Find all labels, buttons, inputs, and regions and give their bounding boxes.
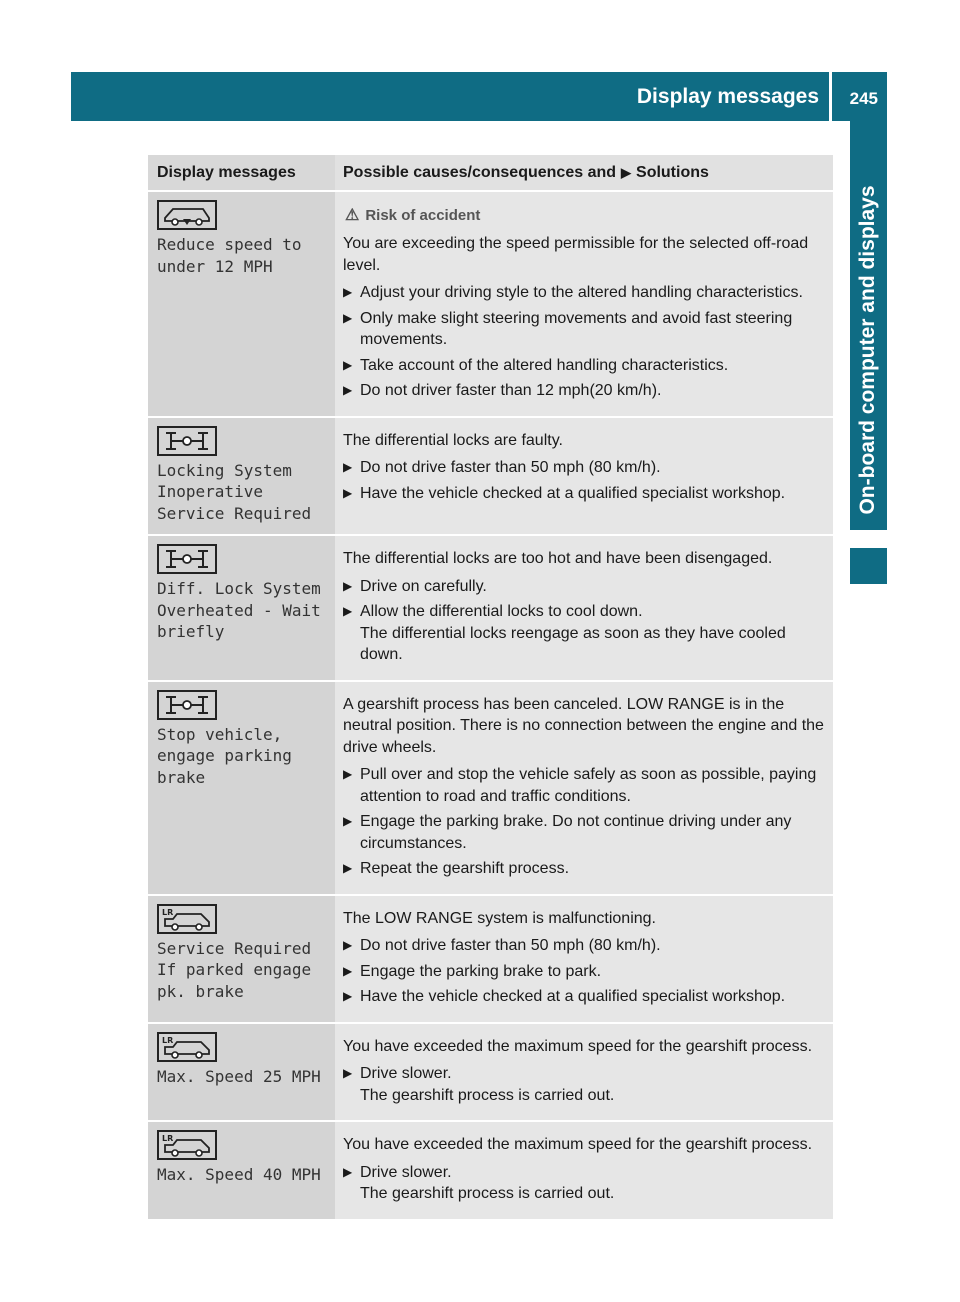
arrow-right-icon: ▶ <box>621 165 632 180</box>
display-message-text: Max. Speed 25 MPH <box>157 1066 321 1086</box>
step-arrow-icon: ▶ <box>343 963 353 978</box>
cause-text: The LOW RANGE system is malfunctioning. <box>343 909 656 927</box>
display-message-cell <box>148 192 335 416</box>
step-arrow-icon: ▶ <box>343 604 353 618</box>
display-message-text: Stop vehicle, engage parking brake <box>157 724 292 787</box>
solution-step <box>343 1063 827 1106</box>
low-range-icon <box>157 904 217 934</box>
cause-text: The differential locks are too hot and have been disengaged. <box>343 550 773 567</box>
step-arrow-icon: ▶ <box>343 383 353 397</box>
solution-step <box>343 576 827 598</box>
solution-step-text: Drive slower. <box>360 1065 452 1082</box>
display-message-cell <box>148 682 335 894</box>
solution-step-text: Drive slower. <box>360 1163 452 1181</box>
differential-lock-icon <box>157 544 217 574</box>
step-arrow-icon: ▶ <box>343 485 353 500</box>
display-message-text: Max. Speed 40 MPH <box>157 1165 321 1184</box>
cause-text: A gearshift process has been canceled. LOW RANGE is in the neutral position. There is no connection between the engine and the drive wheels. <box>343 695 824 756</box>
header-divider <box>829 72 832 121</box>
causes-solutions-cell <box>335 896 833 1022</box>
solution-step-text: Have the vehicle checked at a qualified specialist workshop. <box>360 484 786 502</box>
page-number: 245 <box>849 89 878 108</box>
solution-step <box>343 380 827 402</box>
cause-text: You have exceeded the maximum speed for the gearshift process. <box>343 1037 813 1055</box>
header-bar <box>71 72 887 121</box>
differential-lock-icon <box>157 426 217 456</box>
table-row <box>148 682 833 896</box>
solution-step-text: Repeat the gearshift process. <box>360 860 570 877</box>
step-arrow-icon: ▶ <box>343 989 353 1003</box>
solution-step-text: Only make slight steering movements and avoid fast steering movements. <box>360 309 793 348</box>
side-marker <box>850 548 887 584</box>
solution-step-text: Pull over and stop the vehicle safely as soon as possible, paying attention to road and traffic conditions. <box>360 766 817 805</box>
solution-step-text: Engage the parking brake to park. <box>360 962 602 980</box>
solution-step-result: The gearshift process is carried out. <box>360 1185 615 1202</box>
display-message-cell <box>148 536 335 680</box>
solution-step-text: Engage the parking brake. Do not continue driving under any circumstances. <box>360 813 792 852</box>
display-message-cell <box>148 896 335 1022</box>
solution-step-text: Have the vehicle checked at a qualified specialist workshop. <box>360 988 786 1005</box>
step-arrow-icon: ▶ <box>343 938 353 952</box>
low-range-icon <box>157 1032 217 1062</box>
low-range-icon <box>157 1130 217 1160</box>
column-header-messages: Display messages <box>148 155 335 190</box>
column-header-causes-label: Possible causes/consequences and <box>343 164 617 181</box>
warning-triangle-icon: ⚠ <box>345 207 360 224</box>
table-row <box>148 192 833 418</box>
table-header-row <box>148 155 833 192</box>
display-message-text: Service Required If parked engage pk. brake <box>157 938 312 1001</box>
table-row <box>148 1122 833 1221</box>
display-message-cell <box>148 1024 335 1121</box>
column-header-causes <box>335 155 833 190</box>
solution-step <box>343 308 827 351</box>
cause-text: You have exceeded the maximum speed for the gearshift process. <box>343 1136 813 1153</box>
solution-step <box>343 601 827 666</box>
solution-step <box>343 858 827 880</box>
solution-step <box>343 764 827 807</box>
solution-step-result: The gearshift process is carried out. <box>360 1086 615 1104</box>
solution-step-text: Do not drive faster than 50 mph (80 km/h). <box>360 937 661 954</box>
warning-label: Risk of accident <box>365 207 481 224</box>
display-message-text: Diff. Lock System Overheated - Wait briefly <box>157 579 321 641</box>
display-message-text: Locking System Inoperative Service Required <box>157 460 312 523</box>
solution-step-text: Drive on carefully. <box>360 577 487 595</box>
solution-step <box>343 811 827 854</box>
cause-text: The differential locks are faulty. <box>343 431 563 449</box>
warning-heading <box>343 205 827 225</box>
solution-step <box>343 961 827 983</box>
differential-lock-icon <box>157 690 217 720</box>
table-row <box>148 1024 833 1123</box>
display-message-cell <box>148 1122 335 1219</box>
table-row <box>148 418 833 537</box>
step-arrow-icon: ▶ <box>343 767 353 781</box>
side-tab-label: On-board computer and displays <box>856 185 879 515</box>
step-arrow-icon: ▶ <box>343 460 353 474</box>
causes-solutions-cell <box>335 192 833 416</box>
solution-step <box>343 1162 827 1205</box>
causes-solutions-cell <box>335 1024 833 1121</box>
display-messages-table <box>148 155 833 1221</box>
step-arrow-icon: ▶ <box>343 1066 353 1080</box>
step-arrow-icon: ▶ <box>343 578 353 593</box>
solution-step-text: Take account of the altered handling characteristics. <box>360 356 729 374</box>
causes-solutions-cell <box>335 682 833 894</box>
solution-step <box>343 935 827 957</box>
causes-solutions-cell <box>335 1122 833 1219</box>
page-title: Display messages <box>636 85 819 108</box>
solution-step-text: Adjust your driving style to the altered handling characteristics. <box>360 284 803 301</box>
display-message-text: Reduce speed to under 12 MPH <box>157 235 302 276</box>
solution-step-result: The differential locks reengage as soon as they have cooled down. <box>360 624 786 663</box>
cause-text: You are exceeding the speed permissible for the selected off-road level. <box>343 235 809 274</box>
causes-solutions-cell <box>335 536 833 680</box>
solution-step-text: Do not driver faster than 12 mph(20 km/h). <box>360 382 662 399</box>
solution-step-text: Do not drive faster than 50 mph (80 km/h). <box>360 459 661 476</box>
solution-step <box>343 457 827 479</box>
solution-step <box>343 355 827 377</box>
solution-step-text: Allow the differential locks to cool down. <box>360 603 643 620</box>
solution-step <box>343 282 827 304</box>
solution-step <box>343 483 827 505</box>
step-arrow-icon: ▶ <box>343 310 353 325</box>
causes-solutions-cell <box>335 418 833 535</box>
step-arrow-icon: ▶ <box>343 861 353 875</box>
step-arrow-icon: ▶ <box>343 357 353 372</box>
svg-text:LR: LR <box>162 907 174 917</box>
step-arrow-icon: ▶ <box>343 1164 353 1179</box>
solution-step <box>343 986 827 1008</box>
vehicle-speed-icon <box>157 200 217 230</box>
svg-text:LR: LR <box>162 1035 174 1045</box>
column-header-solutions-label: Solutions <box>636 164 709 181</box>
svg-text:LR: LR <box>162 1134 174 1143</box>
step-arrow-icon: ▶ <box>343 814 353 828</box>
table-row <box>148 896 833 1024</box>
step-arrow-icon: ▶ <box>343 285 353 299</box>
table-row <box>148 536 833 682</box>
display-message-cell <box>148 418 335 535</box>
